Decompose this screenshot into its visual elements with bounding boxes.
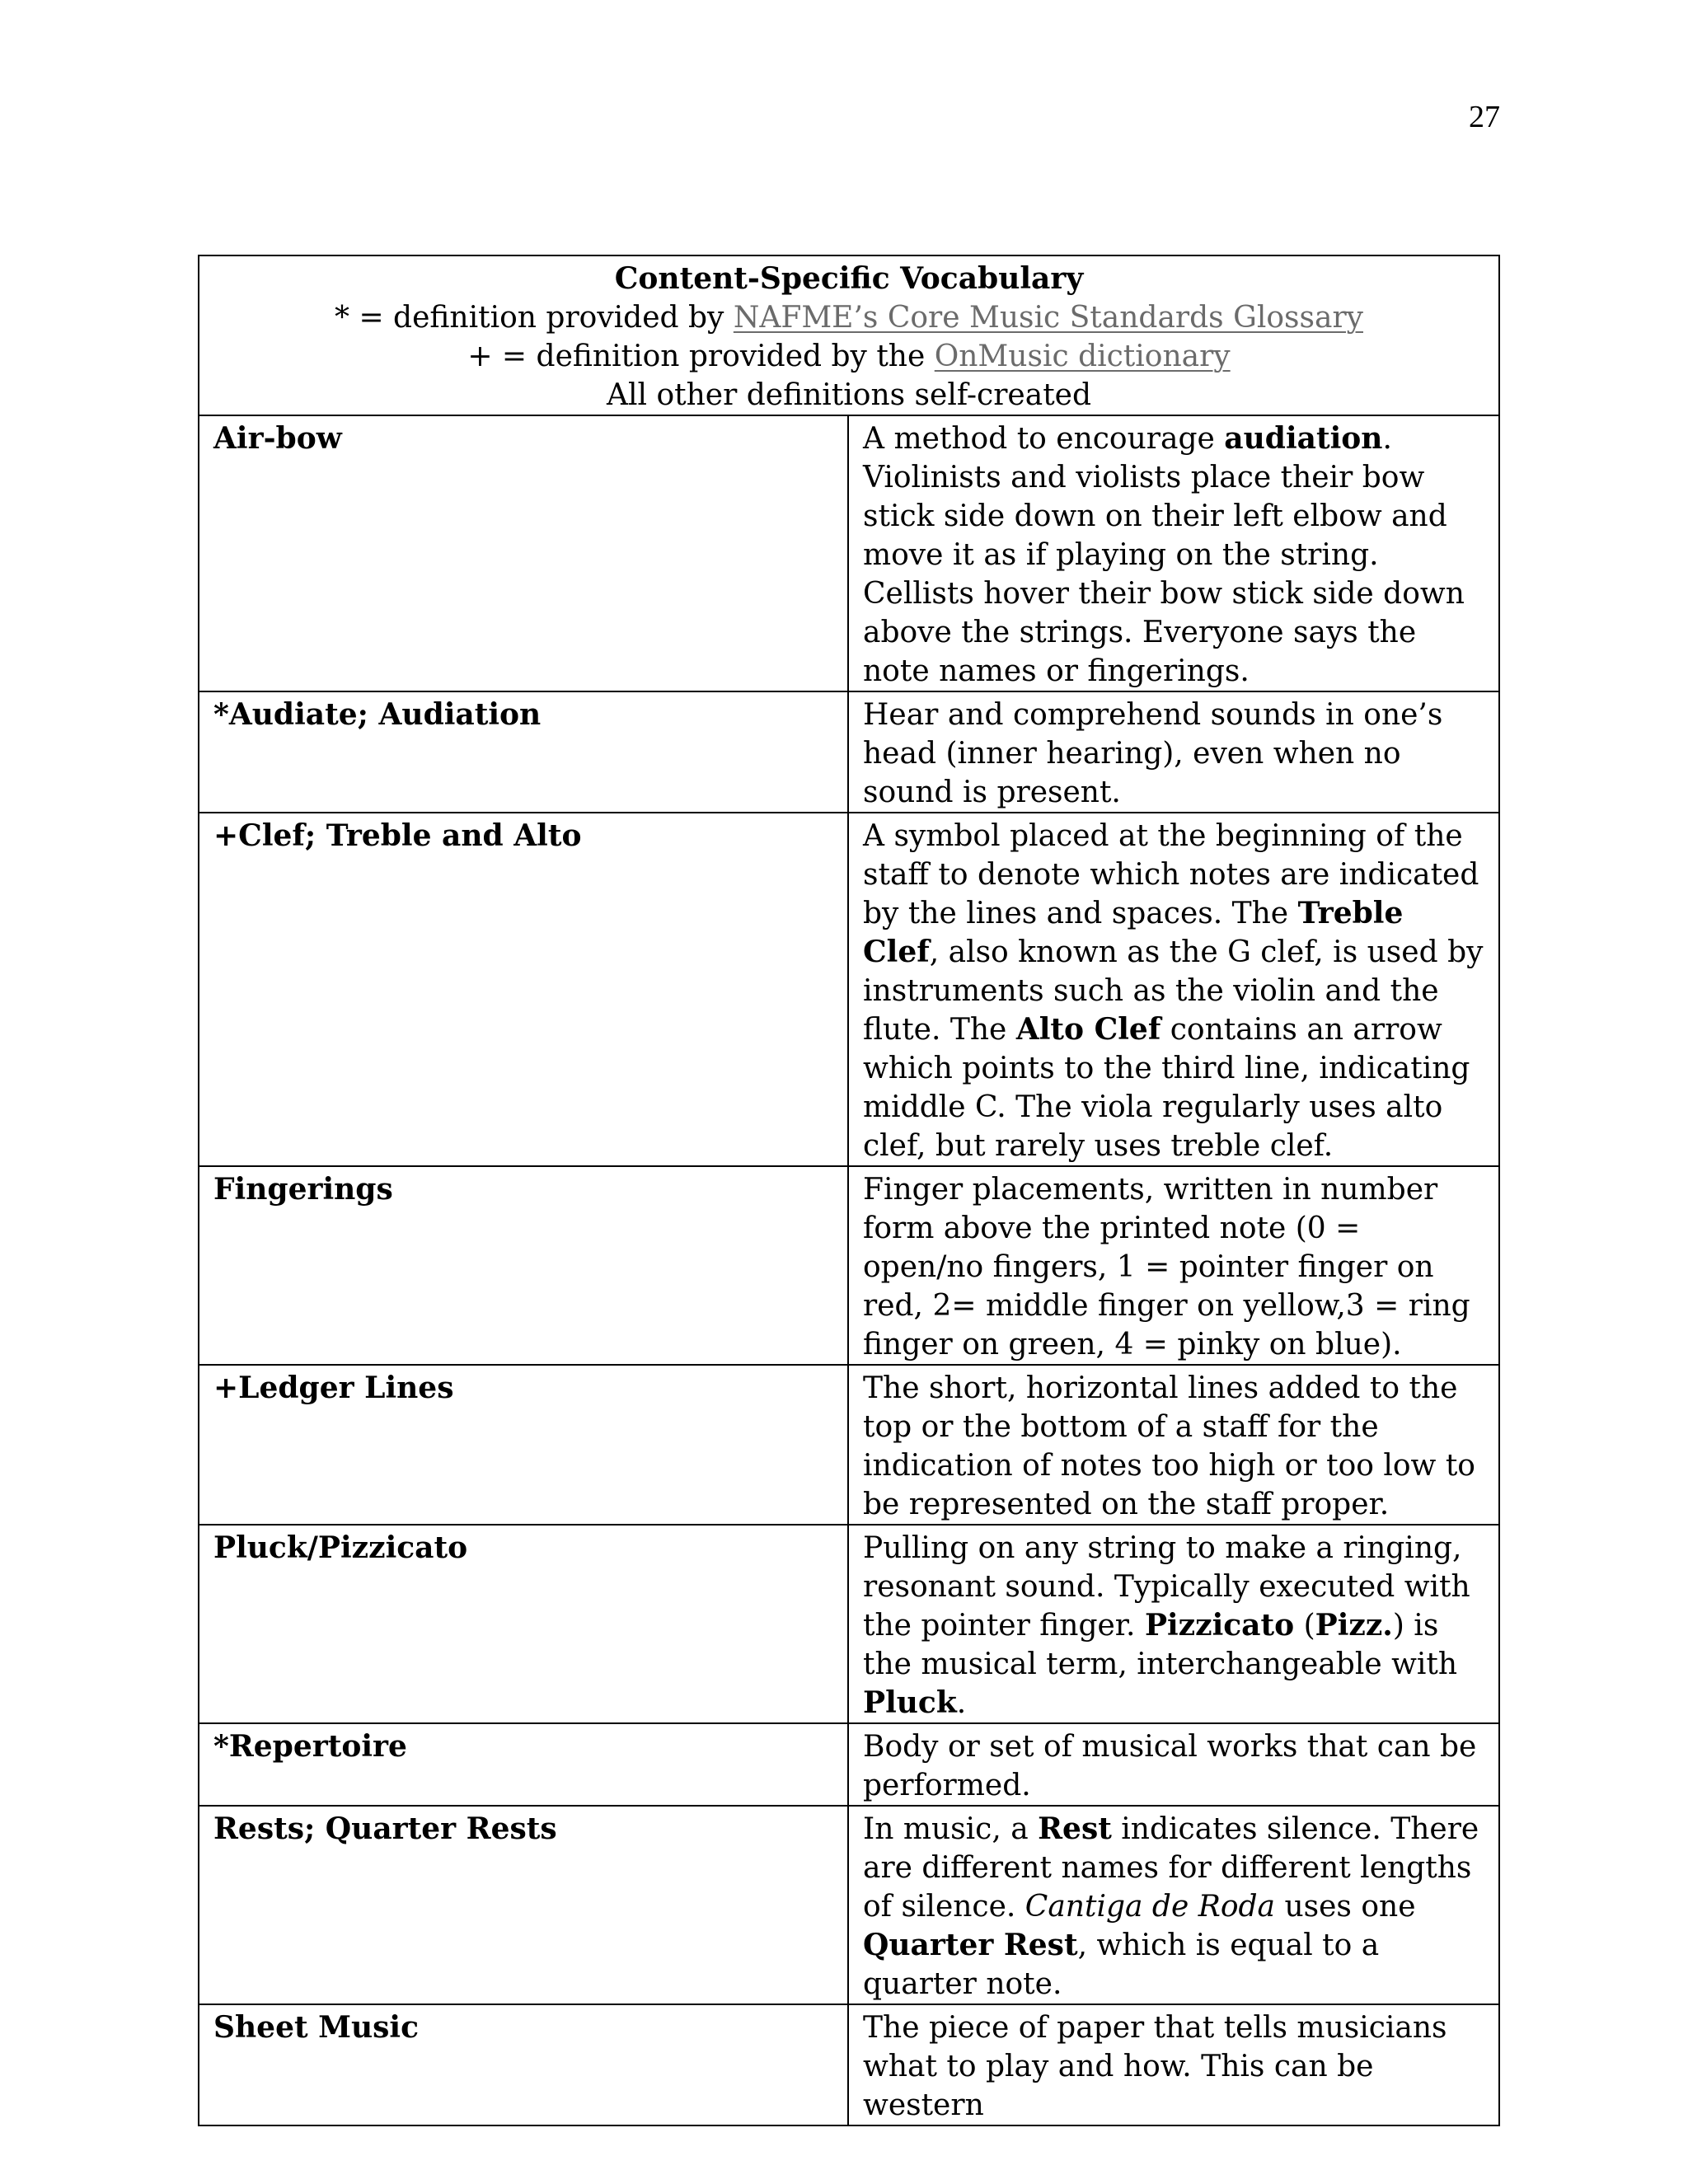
table-header [199, 255, 1499, 415]
definition-text: ( [1294, 1609, 1315, 1643]
definition-text: A symbol placed at the beginning of the staff to denote which notes are indicated by the lines and spaces. The [863, 819, 1479, 930]
definition-text: uses one [1275, 1890, 1416, 1924]
bold-term: Pizzicato [1144, 1608, 1295, 1643]
vocab-term: Pluck/Pizzicato [199, 1525, 848, 1723]
vocab-term: +Ledger Lines [199, 1365, 848, 1525]
definition-text: Hear and comprehend sounds in one’s head (inner hearing), even when no sound is present. [863, 698, 1443, 809]
definition-text: A method to encourage [863, 422, 1225, 456]
definition-text: . Violinists and violists place their bow stick side down on their left elbow and move it as if playing on the string. Cellists hover their bow stick side down above the strings. Everyone says the note names or fingerings. [863, 422, 1465, 688]
bold-term: Quarter Rest [863, 1928, 1078, 1962]
table-row [199, 1365, 1499, 1525]
bold-term: Treble Clef [863, 896, 1404, 969]
nafme-glossary-link[interactable]: NAFME’s Core Music Standards Glossary [733, 301, 1363, 335]
vocab-term: +Clef; Treble and Alto [199, 813, 848, 1166]
definition-text: Finger placements, written in number form above the printed note (0 = open/no fingers, 1 = pointer finger on red, 2= middle finger on yellow,3 = ring finger on green, 4 = pinky on blue). [863, 1173, 1470, 1361]
table-row [199, 1166, 1499, 1365]
definition-text: . [956, 1686, 967, 1720]
definition-text: Pulling on any string to make a ringing, resonant sound. Typically executed with the pointer finger. [863, 1531, 1470, 1643]
definition-text: indicates silence. There are different names for different lengths of silence. [863, 1812, 1479, 1924]
vocab-term: Sheet Music [199, 2004, 848, 2125]
legend-onmusic-prefix: + = definition provided by the [467, 340, 935, 373]
vocab-term: Air-bow [199, 415, 848, 691]
table-row [199, 1723, 1499, 1806]
vocab-definition [848, 415, 1499, 691]
vocab-definition [848, 1806, 1499, 2004]
table-row [199, 1806, 1499, 2004]
bold-term: Rest [1038, 1811, 1112, 1846]
vocab-definition [848, 1365, 1499, 1525]
page-number: 27 [1469, 100, 1500, 134]
vocab-definition [848, 813, 1499, 1166]
table-row [199, 415, 1499, 691]
bold-term: Pluck [863, 1685, 957, 1720]
vocabulary-table [198, 255, 1500, 2126]
definition-text: ) is the musical term, interchangeable with [863, 1609, 1458, 1681]
table-row [199, 691, 1499, 813]
definition-text: , also known as the G clef, is used by instruments such as the violin and the flute. The [863, 935, 1484, 1047]
table-row [199, 2004, 1499, 2125]
bold-term: audiation [1224, 421, 1383, 456]
legend-self-created: All other definitions self-created [606, 378, 1092, 412]
italic-title: Cantiga de Roda [1025, 1890, 1276, 1924]
table-row [199, 813, 1499, 1166]
definition-text: In music, a [863, 1812, 1039, 1846]
vocabulary-rows [199, 415, 1499, 2125]
table-title: Content-Specific Vocabulary [614, 261, 1084, 296]
vocab-term: *Audiate; Audiation [199, 691, 848, 813]
vocab-definition [848, 691, 1499, 813]
definition-text: Body or set of musical works that can be performed. [863, 1730, 1477, 1802]
vocab-definition [848, 2004, 1499, 2125]
definition-text: The piece of paper that tells musicians what to play and how. This can be western [863, 2011, 1447, 2122]
legend-onmusic [208, 337, 1490, 376]
definition-text: The short, horizontal lines added to the top or the bottom of a staff for the indication of notes too high or too low to be represented on the staff proper. [863, 1371, 1475, 1521]
onmusic-dictionary-link[interactable]: OnMusic dictionary [934, 340, 1231, 373]
vocab-definition [848, 1723, 1499, 1806]
vocab-term: *Repertoire [199, 1723, 848, 1806]
bold-term: Pizz. [1315, 1608, 1393, 1643]
vocab-definition [848, 1166, 1499, 1365]
definition-text: , which is equal to a quarter note. [863, 1929, 1380, 2001]
bold-term: Alto Clef [1015, 1012, 1161, 1047]
vocab-term: Rests; Quarter Rests [199, 1806, 848, 2004]
vocab-term: Fingerings [199, 1166, 848, 1365]
legend-nafme [208, 298, 1490, 337]
vocab-definition [848, 1525, 1499, 1723]
legend-nafme-prefix: * = definition provided by [335, 301, 734, 335]
table-header-row [199, 255, 1499, 415]
definition-text: contains an arrow which points to the third line, indicating middle C. The viola regularly uses alto clef, but rarely uses treble clef. [863, 1013, 1470, 1163]
table-row [199, 1525, 1499, 1723]
